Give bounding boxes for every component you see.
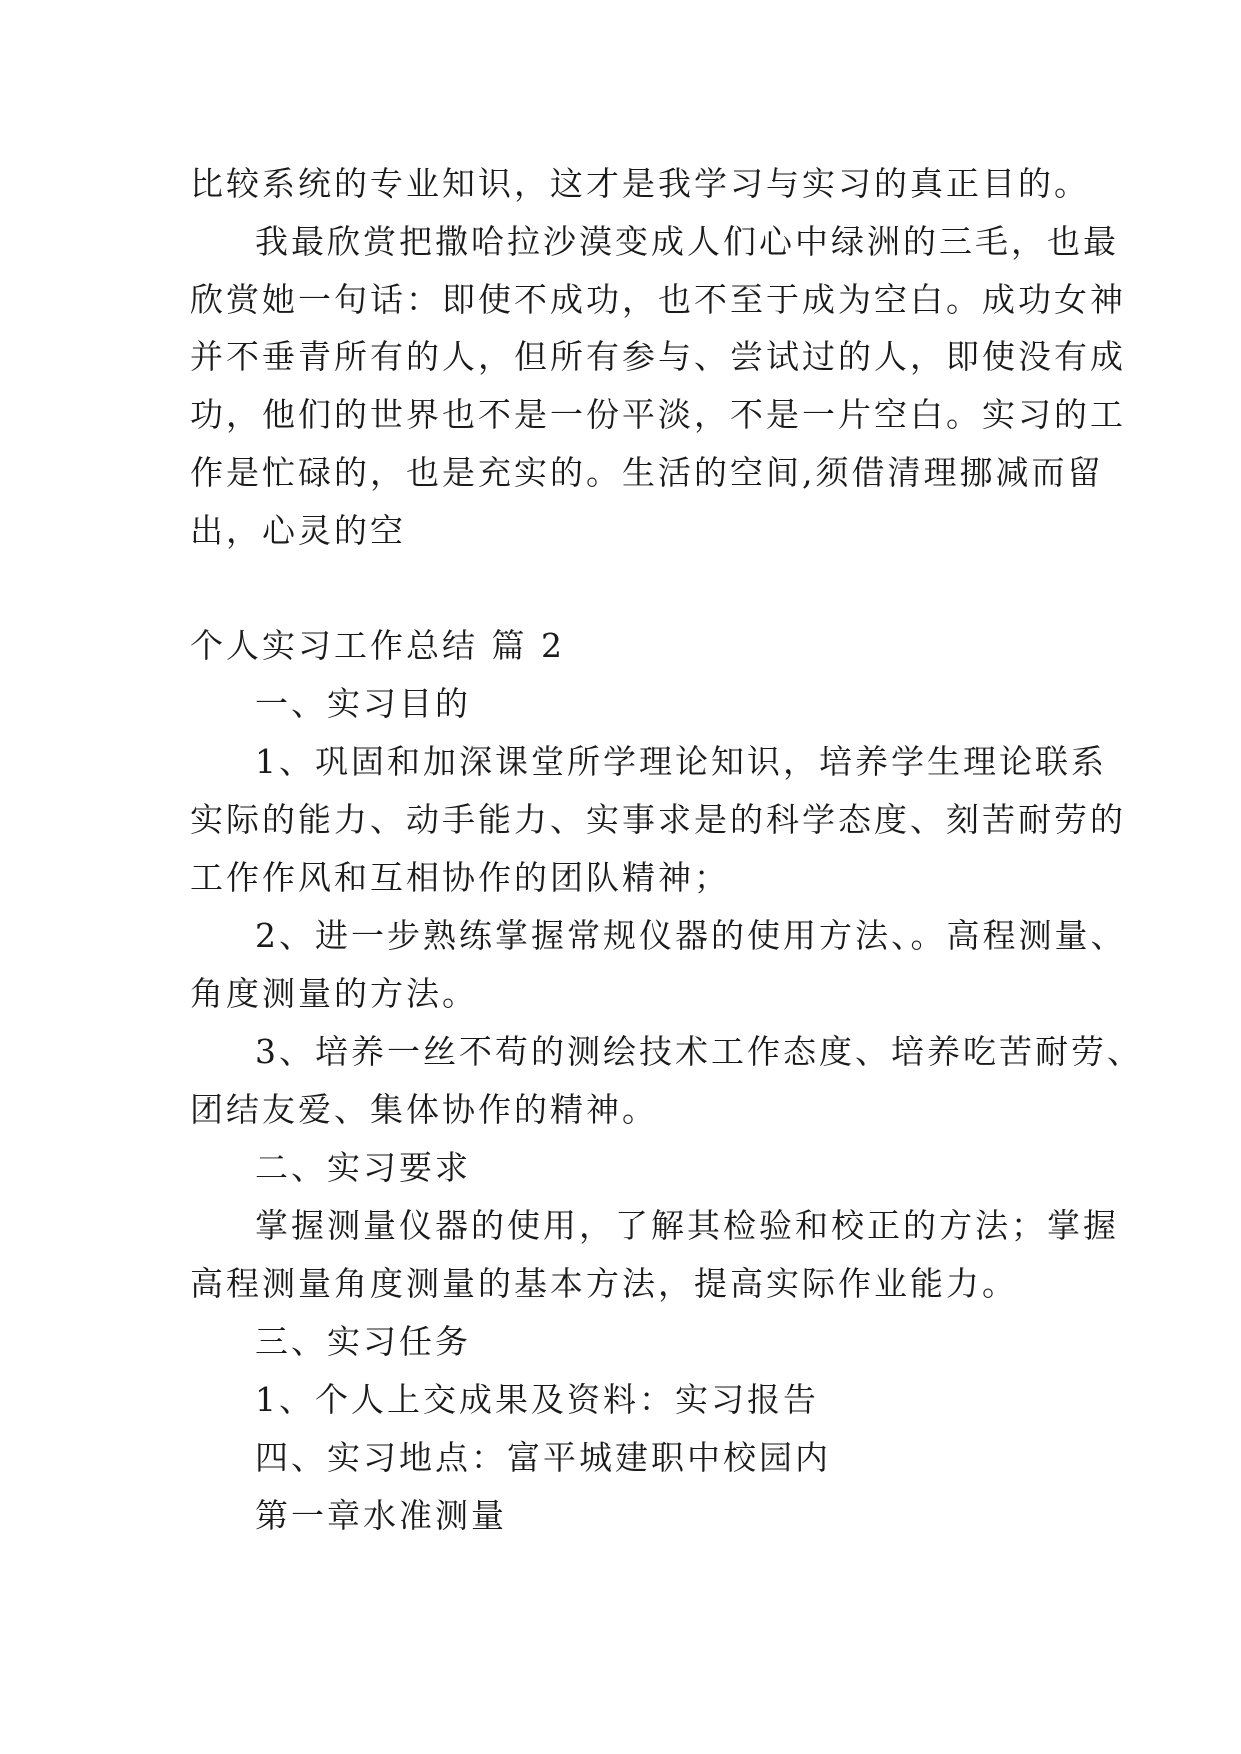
- paragraph-line: 并不垂青所有的人，但所有参与、尝试过的人，即使没有成: [190, 337, 1126, 376]
- paragraph-line: 2、进一步熟练掌握常规仪器的使用方法、。高程测量、: [255, 916, 1127, 955]
- paragraph-line: 3、培养一丝不苟的测绘技术工作态度、培养吃苦耐劳、: [255, 1032, 1143, 1071]
- heading-line: 二、实习要求: [255, 1148, 471, 1187]
- paragraph-line: 团结友爱、集体协作的精神。: [190, 1090, 658, 1129]
- heading-line: 一、实习目的: [255, 684, 471, 723]
- paragraph-line: 作是忙碌的，也是充实的。生活的空间,须借清理挪减而留: [190, 453, 1104, 492]
- paragraph-line: 掌握测量仪器的使用，了解其检验和校正的方法；掌握: [255, 1206, 1119, 1245]
- paragraph-line: 1、巩固和加深课堂所学理论知识，培养学生理论联系: [255, 742, 1107, 781]
- paragraph-line: 实际的能力、动手能力、实事求是的科学态度、刻苦耐劳的: [190, 800, 1126, 839]
- paragraph-line: 高程测量角度测量的基本方法，提高实际作业能力。: [190, 1264, 1018, 1303]
- paragraph-line: 功，他们的世界也不是一份平淡，不是一片空白。实习的工: [190, 395, 1126, 434]
- paragraph-line: 出，心灵的空: [190, 511, 406, 550]
- heading-line: 四、实习地点：富平城建职中校园内: [255, 1438, 831, 1477]
- section-title: 个人实习工作总结 篇 2: [190, 626, 565, 665]
- heading-line: 三、实习任务: [255, 1322, 471, 1361]
- chapter-heading: 第一章水准测量: [255, 1496, 507, 1535]
- paragraph-line: 工作作风和互相协作的团队精神；: [190, 858, 730, 897]
- paragraph-line: 我最欣赏把撒哈拉沙漠变成人们心中绿洲的三毛，也最: [255, 222, 1119, 261]
- paragraph-line: 比较系统的专业知识，这才是我学习与实习的真正目的。: [190, 164, 1090, 203]
- paragraph-line: 欣赏她一句话：即使不成功，也不至于成为空白。成功女神: [190, 280, 1126, 319]
- paragraph-line: 1、个人上交成果及资料：实习报告: [255, 1380, 819, 1419]
- paragraph-line: 角度测量的方法。: [190, 974, 478, 1013]
